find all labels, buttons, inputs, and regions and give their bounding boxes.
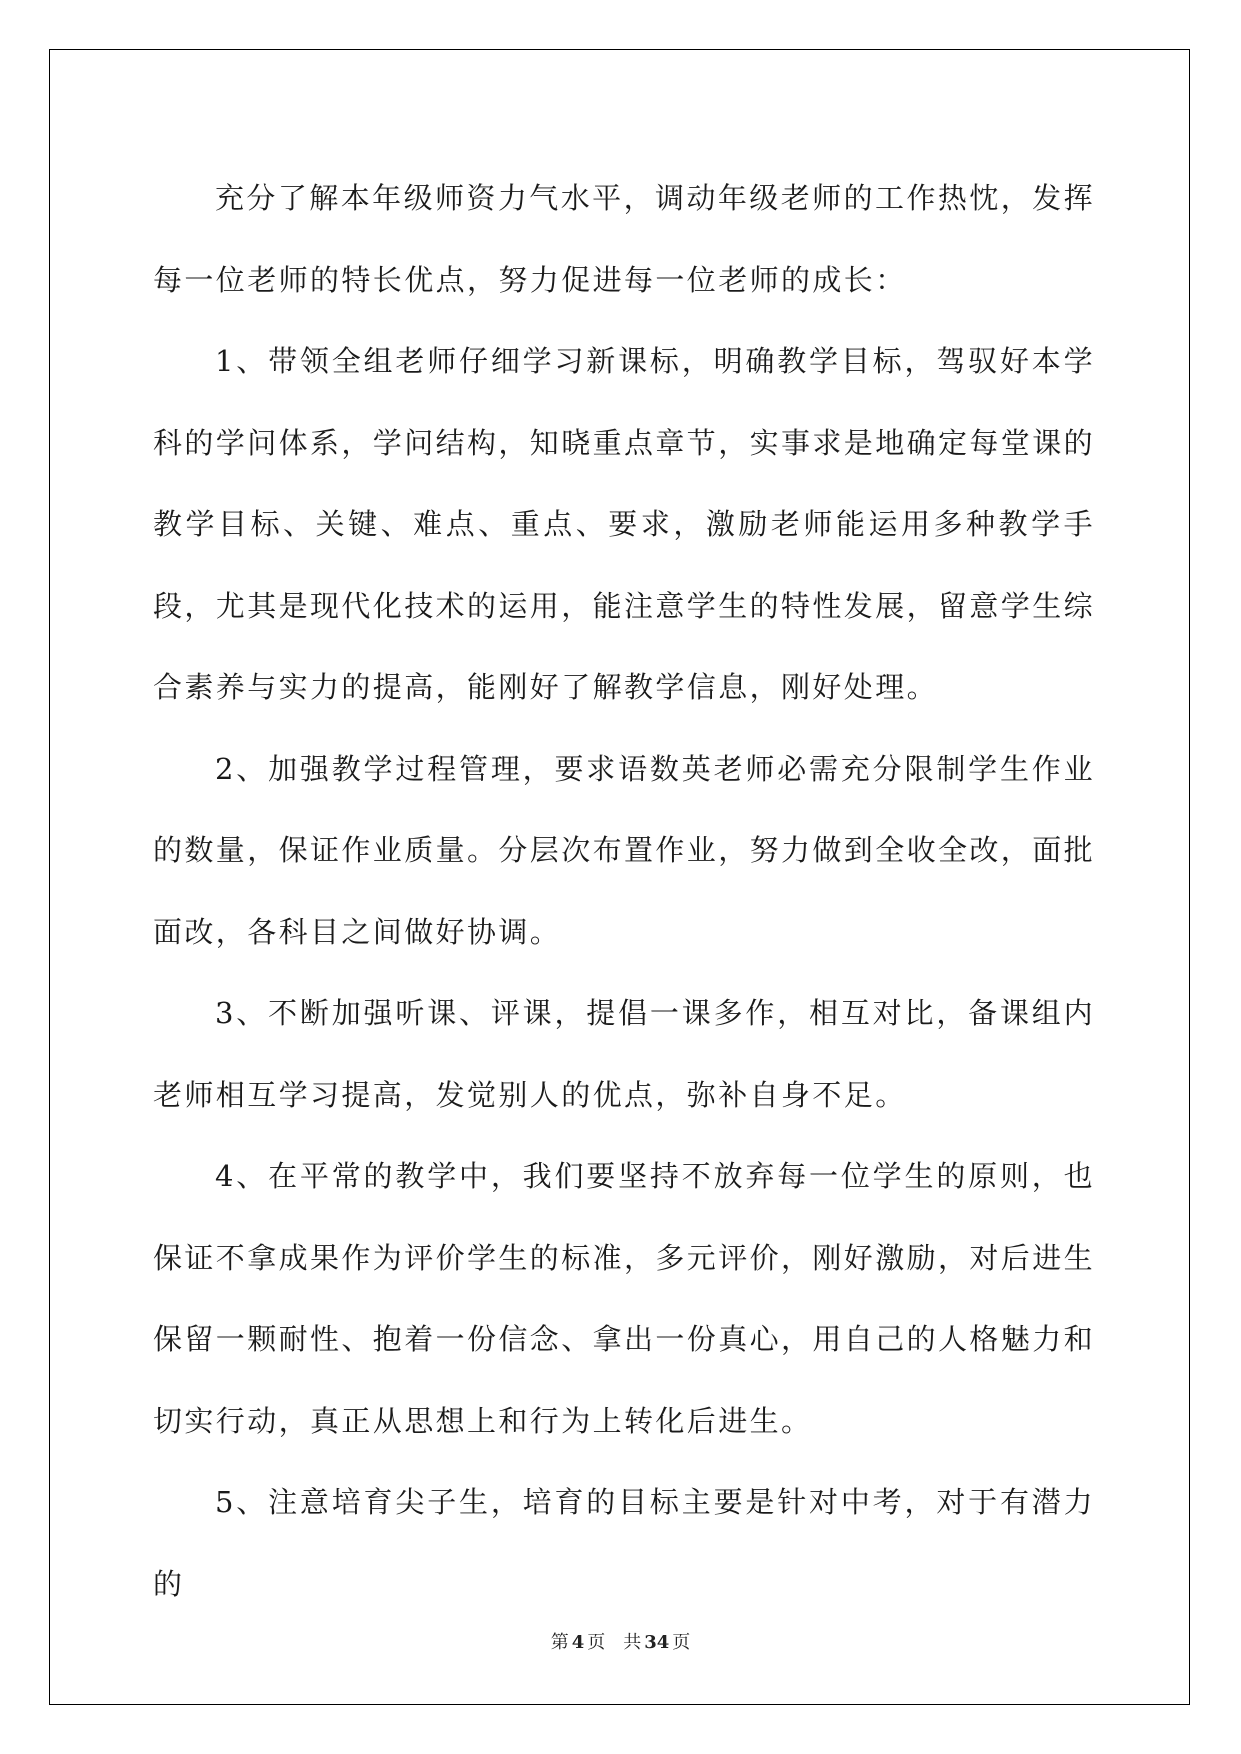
footer-prefix: 第: [550, 1632, 569, 1653]
current-page-number: 4: [571, 1632, 585, 1653]
paragraph-intro: 充分了解本年级师资力气水平，调动年级老师的工作热忱，发挥每一位老师的特长优点，努力促进每一位老师的成长：: [153, 181, 1095, 297]
total-page-count: 34: [644, 1632, 670, 1653]
page-footer: [0, 1628, 1241, 1654]
paragraph-item-2: 2、加强教学过程管理，要求语数英老师必需充分限制学生作业的数量，保证作业质量。分层次布置作业，努力做到全收全改，面批面改，各科目之间做好协调。: [153, 751, 1096, 949]
document-body: [153, 158, 1095, 1625]
paragraph-item-4: 4、在平常的教学中，我们要坚持不放弃每一位学生的原则，也保证不拿成果作为评价学生的标准，多元评价，刚好激励，对后进生保留一颗耐性、抱着一份信念、拿出一份真心，用自己的人格魅力和切实行动，真正从思想上和行为上转化后进生。: [153, 1159, 1096, 1438]
paragraph-item-1: 1、带领全组老师仔细学习新课标，明确教学目标，驾驭好本学科的学问体系，学问结构，知晓重点章节，实事求是地确定每堂课的教学目标、关键、难点、重点、要求，激励老师能运用多种教学手段，尤其是现代化技术的运用，能注意学生的特性发展，留意学生综合素养与实力的提高，能刚好了解教学信息，刚好处理。: [153, 344, 1096, 704]
paragraph-item-3: 3、不断加强听课、评课，提倡一课多作，相互对比，备课组内老师相互学习提高，发觉别人的优点，弥补自身不足。: [153, 996, 1095, 1112]
footer-page-word: 页: [587, 1632, 606, 1653]
footer-total-suffix: 页: [672, 1632, 691, 1653]
footer-total-prefix: 共: [623, 1632, 642, 1653]
paragraph-item-5: 5、注意培育尖子生，培育的目标主要是针对中考，对于有潜力的: [153, 1485, 1095, 1601]
